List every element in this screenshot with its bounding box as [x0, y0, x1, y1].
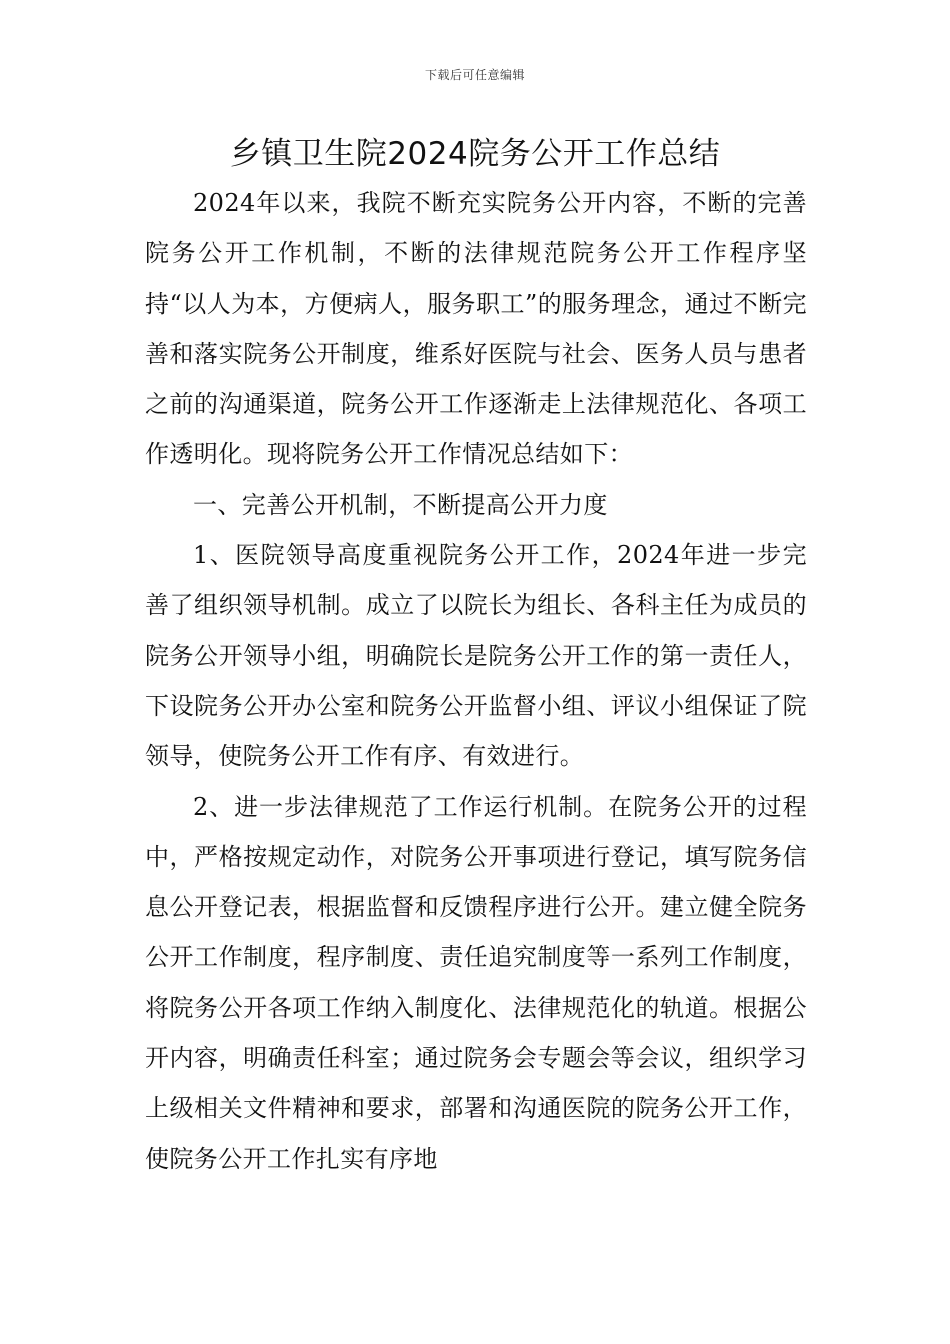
document-body	[145, 178, 807, 1184]
header-note: 下载后可任意编辑	[424, 68, 525, 82]
section-heading-1: 一、完善公开机制，不断提高公开力度	[193, 490, 608, 519]
document-title: 乡镇卫生院2024院务公开工作总结	[229, 136, 721, 172]
paragraph-item-2: 2、进一步法律规范了工作运行机制。在院务公开的过程中，严格按规定动作，对院务公开事项进行登记，填写院务信息公开登记表，根据监督和反馈程序进行公开。建立健全院务公开工作制度，程序制度、责任追究制度等一系列工作制度，将院务公开各项工作纳入制度化、法律规范化的轨道。根据公开内容，明确责任科室；通过院务会专题会等会议，组织学习上级相关文件精神和要求，部署和沟通医院的院务公开工作，使院务公开工作扎实有序地	[145, 792, 807, 1173]
paragraph-item-1: 1、医院领导高度重视院务公开工作，2024年进一步完善了组织领导机制。成立了以院长为组长、各科主任为成员的院务公开领导小组，明确院长是院务公开工作的第一责任人，下设院务公开办公室和院务公开监督小组、评议小组保证了院领导，使院务公开工作有序、有效进行。	[145, 541, 807, 771]
paragraph-intro: 2024年以来，我院不断充实院务公开内容，不断的完善院务公开工作机制，不断的法律规范院务公开工作程序坚持“以人为本，方便病人，服务职工”的服务理念，通过不断完善和落实院务公开制度，维系好医院与社会、医务人员与患者之前的沟通渠道，院务公开工作逐渐走上法律规范化、各项工作透明化。现将院务公开工作情况总结如下：	[145, 189, 807, 469]
